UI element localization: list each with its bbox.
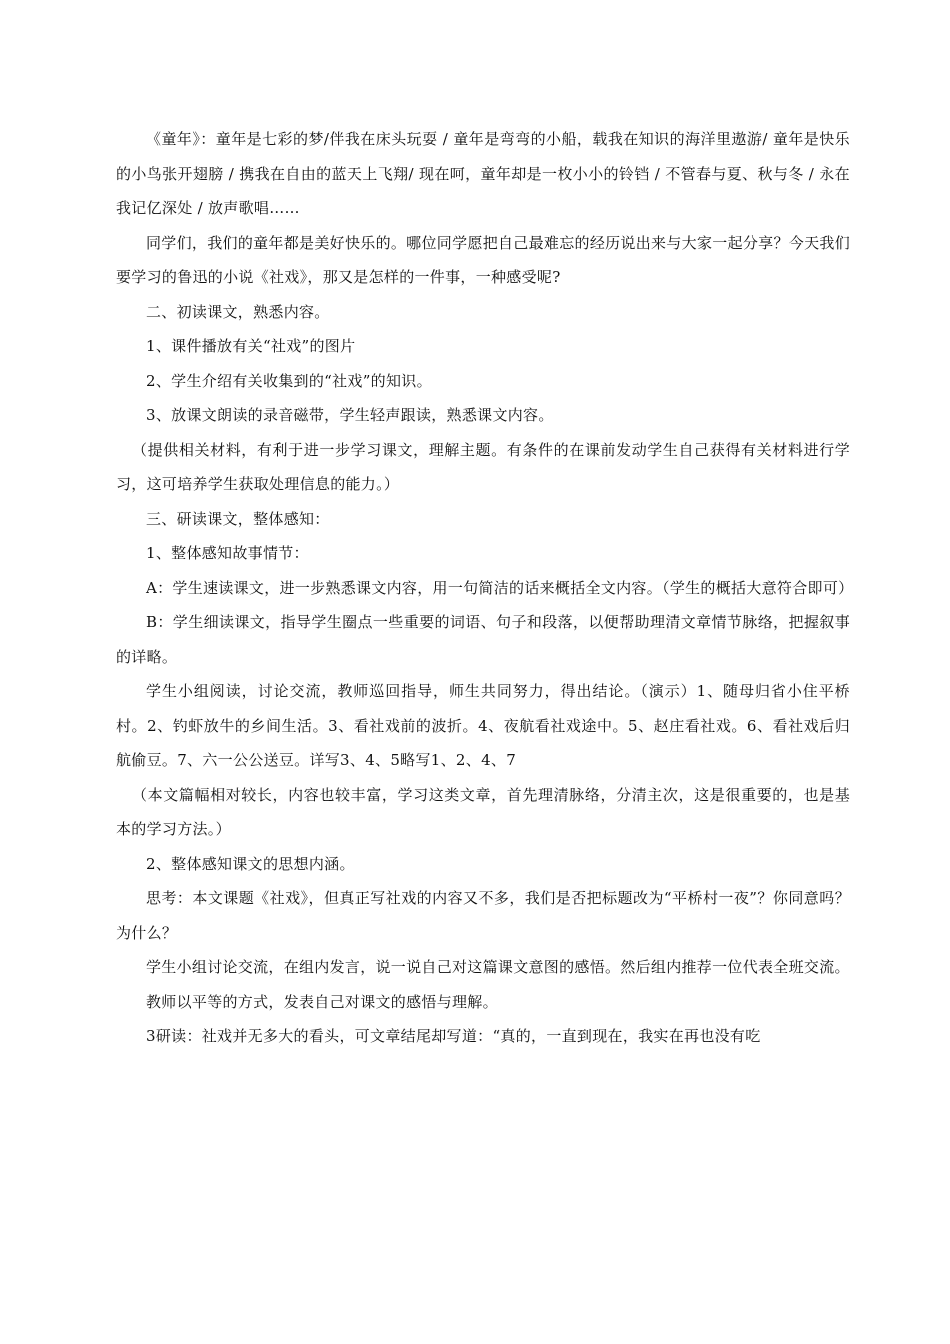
paragraph-step-b: B：学生细读课文，指导学生圈点一些重要的词语、句子和段落，以便帮助理清文章情节脉络，把握叙事的详略。 [116,613,850,666]
paragraph-note-structure: （本文篇幅相对较长，内容也较丰富，学习这类文章，首先理清脉络，分清主次，这是很重要的，也是基本的学习方法。） [116,785,850,838]
list-item-courseware-images: 1、课件播放有关“社戏”的图片 [146,337,356,355]
paragraph-note-materials: （提供相关材料，有利于进一步学习课文，理解主题。有条件的在课前发动学生自己获得有关材料进行学习，这可培养学生获取处理信息的能力。） [116,440,850,493]
list-item-student-introduce: 2、学生介绍有关收集到的“社戏”的知识。 [146,371,432,390]
document-body [116,122,854,1054]
paragraph-childhood-poem: 《童年》：童年是七彩的梦/伴我在床头玩耍 / 童年是弯弯的小船，载我在知识的海洋里遨游/ 童年是快乐的小鸟张开翅膀 / 携我在自由的蓝天上飞翔/ 现在呵，童年却是一枚小小的铃铛 / 不管春与夏、秋与冬 / 永在我记亿深处 / 放声歌唱…… [116,130,850,217]
section-heading-first-reading: 二、初读课文，熟悉内容。 [146,302,330,321]
list-item-theme-perception: 2、整体感知课文的思想内涵。 [146,854,355,873]
paragraph-think-question: 思考：本文课题《社戏》，但真正写社戏的内容又不多，我们是否把标题改为“平桥村一夜”？你同意吗？为什么？ [116,889,850,942]
paragraph-step-a: A：学生速读课文，进一步熟悉课文内容，用一句简洁的话来概括全文内容。（学生的概括大意符合即可） [146,578,854,597]
paragraph-study-3: 3研读：社戏并无多大的看头，可文章结尾却写道：“真的，一直到现在，我实在再也没有吃 [146,1027,761,1045]
paragraph-teacher-share: 教师以平等的方式，发表自己对课文的感悟与理解。 [146,992,498,1011]
section-heading-study-text: 三、研读课文，整体感知： [146,509,330,528]
list-item-audio-reading: 3、放课文朗读的录音磁带，学生轻声跟读，熟悉课文内容。 [146,406,554,424]
paragraph-group-discussion: 学生小组讨论交流，在组内发言，说一说自己对这篇课文意图的感悟。然后组内推荐一位代表全班交流。 [146,958,850,976]
list-item-plot-perception: 1、整体感知故事情节： [146,544,309,562]
paragraph-group-reading: 学生小组阅读，讨论交流，教师巡回指导，师生共同努力，得出结论。（演示）1、随母归省小住平桥村。2、钓虾放牛的乡间生活。3、看社戏前的波折。4、夜航看社戏途中。5、赵庄看社戏。6、看社戏后归航偷豆。7、六一公公送豆。详写3、4、5略写1、2、4、7 [116,682,850,769]
paragraph-intro-question: 同学们，我们的童年都是美好快乐的。哪位同学愿把自己最难忘的经历说出来与大家一起分享？今天我们要学习的鲁迅的小说《社戏》，那又是怎样的一件事，一种感受呢? [116,233,850,286]
